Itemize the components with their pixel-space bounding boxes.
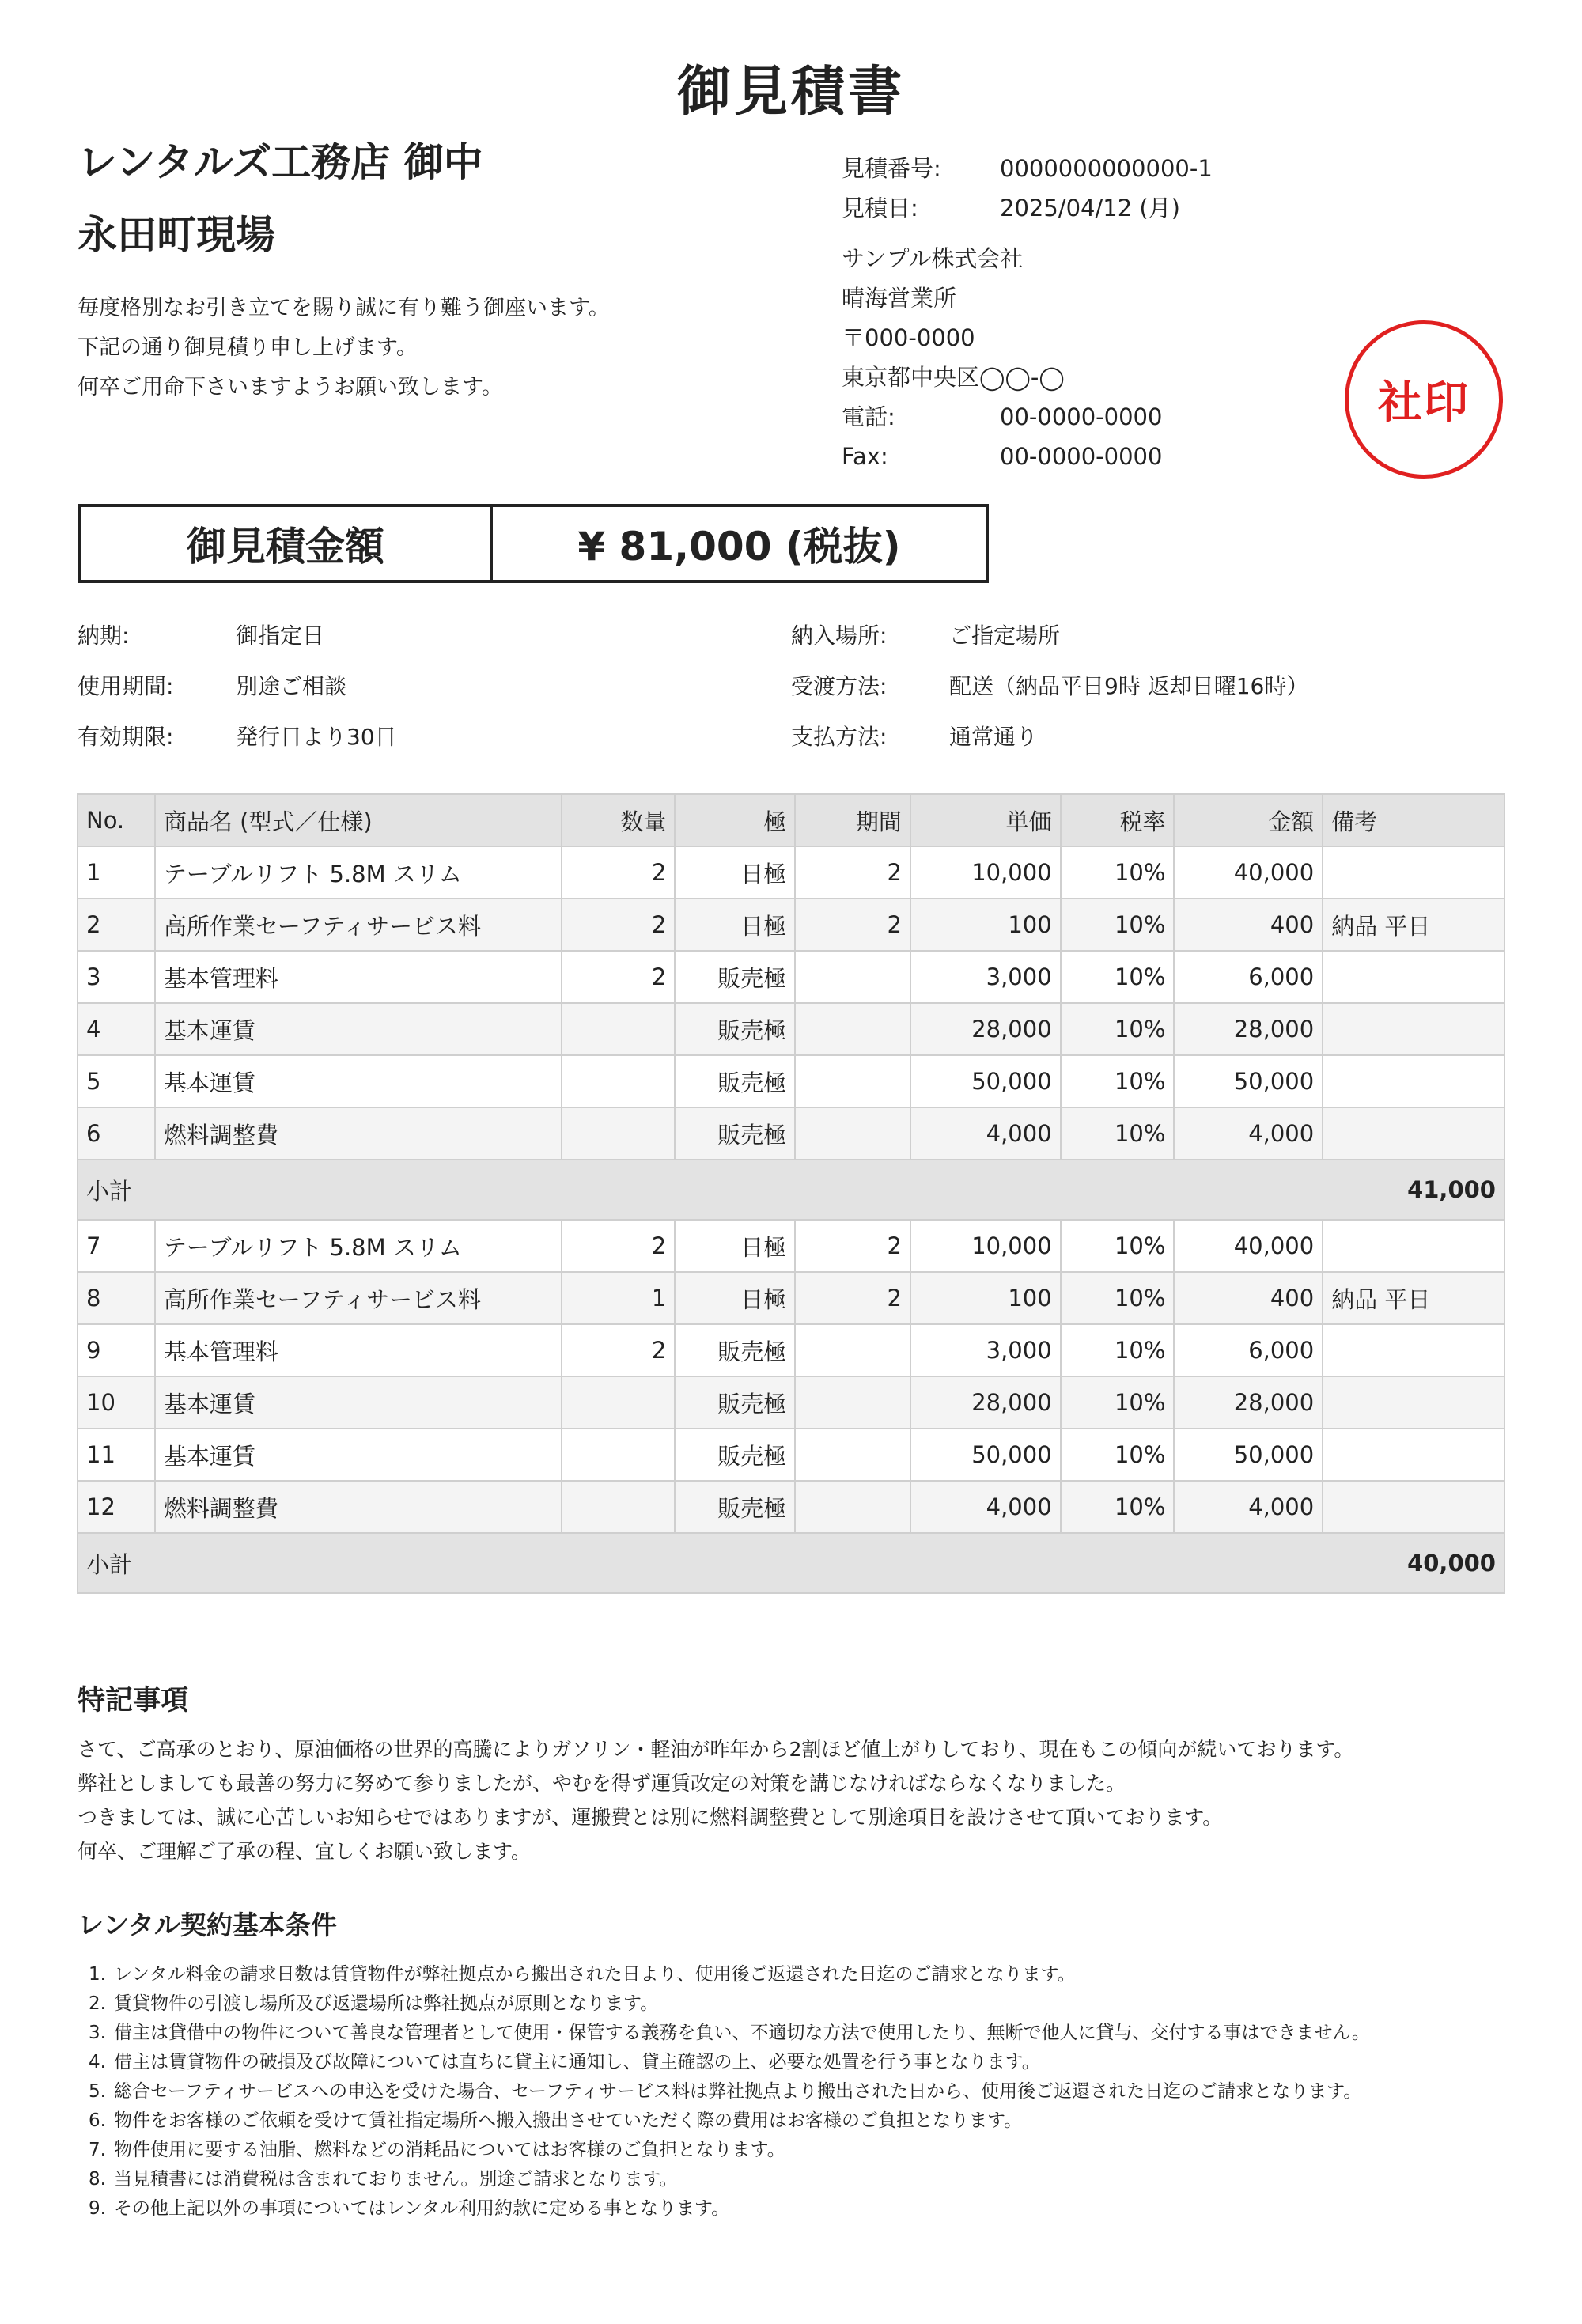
cell-tax-rate: 10% xyxy=(1061,1324,1175,1376)
cell-no: 3 xyxy=(78,951,155,1003)
estimate-amount-value: ¥ 81,000 (税抜) xyxy=(577,524,901,570)
cell-qty: 1 xyxy=(562,1272,676,1324)
cell-unit-price: 100 xyxy=(910,1272,1061,1324)
issuer-fax xyxy=(842,437,1213,476)
cell-no: 6 xyxy=(78,1107,155,1160)
condition-item xyxy=(78,2136,1501,2165)
condition-text: 借主は貸借中の物件について善良な管理者として使用・保管する義務を負い、不適切な方法で使用したり、無断で他人に貸与、交付する事はできません。 xyxy=(114,2023,1370,2043)
issuer-tel xyxy=(842,397,1213,437)
condition-text: 物件をお客様のご依頼を受けて賃社指定場所へ搬入搬出させていただく際の費用はお客様のご負担となります。 xyxy=(114,2110,1023,2131)
condition-number: 6. xyxy=(89,2110,106,2131)
issuer-address: 東京都中央区◯◯-◯ xyxy=(842,364,1065,391)
cell-tax-rate: 10% xyxy=(1061,1429,1175,1481)
term-handover-method xyxy=(791,661,1308,712)
cell-unit-price: 4,000 xyxy=(910,1481,1061,1533)
cell-unit-price: 3,000 xyxy=(910,951,1061,1003)
cell-remarks xyxy=(1323,1003,1504,1055)
condition-text: 当見積書には消費税は含まれておりません。別途ご請求となります。 xyxy=(114,2169,678,2190)
cell-unit-price: 10,000 xyxy=(910,846,1061,899)
header-qty: 数量 xyxy=(562,794,676,846)
greeting-line: 下記の通り御見積り申し上げます。 xyxy=(78,335,418,360)
cell-period xyxy=(795,1481,910,1533)
client-name: レンタルズ工務店 御中 xyxy=(78,139,483,185)
table-row xyxy=(78,899,1504,951)
table-row xyxy=(78,1055,1504,1107)
cell-amount: 40,000 xyxy=(1174,1220,1323,1272)
subtotal-row xyxy=(78,1533,1504,1593)
condition-text: 総合セーフティサービスへの申込を受けた場合、セーフティサービス料は弊社拠点より搬出された日から、使用後ご返還された日迄のご請求となります。 xyxy=(114,2081,1362,2102)
issuer-company: サンプル株式会社 xyxy=(842,245,1024,272)
estimate-number-label: 見積番号: xyxy=(842,155,941,182)
notes-line: つきましては、誠に心苦しいお知らせではありますが、運搬費とは別に燃料調整費として別途項目を設けさせて頂いております。 xyxy=(78,1806,1223,1829)
condition-number: 4. xyxy=(89,2052,106,2072)
term-value: 御指定日 xyxy=(236,623,325,649)
cell-amount: 50,000 xyxy=(1174,1055,1323,1107)
header-no: No. xyxy=(78,794,155,846)
estimate-items-table xyxy=(77,793,1505,1594)
cell-remarks xyxy=(1323,951,1504,1003)
cell-period: 2 xyxy=(795,899,910,951)
notes-line: さて、ご高承のとおり、原油価格の世界的高騰によりガソリン・軽油が昨年から2割ほど値上がりしており、現在もこの傾向が続いております。 xyxy=(78,1738,1354,1761)
cell-amount: 40,000 xyxy=(1174,846,1323,899)
condition-number: 8. xyxy=(89,2169,106,2190)
term-value: 発行日より30日 xyxy=(236,724,397,750)
term-value: 配送（納品平日9時 返却日曜16時） xyxy=(949,673,1309,699)
condition-number: 7. xyxy=(89,2140,106,2160)
cell-tax-rate: 10% xyxy=(1061,1003,1175,1055)
cell-unit-type: 日極 xyxy=(675,1220,795,1272)
company-seal: 社印 xyxy=(1345,320,1503,479)
term-label: 支払方法: xyxy=(791,724,888,750)
document-title: 御見積書 xyxy=(676,61,905,123)
cell-qty xyxy=(562,1481,676,1533)
cell-unit-type: 販売極 xyxy=(675,1324,795,1376)
table-row xyxy=(78,1324,1504,1376)
cell-tax-rate: 10% xyxy=(1061,1376,1175,1429)
cell-tax-rate: 10% xyxy=(1061,951,1175,1003)
cell-no: 2 xyxy=(78,899,155,951)
table-row xyxy=(78,1107,1504,1160)
term-value: 通常通り xyxy=(949,724,1039,750)
table-row xyxy=(78,846,1504,899)
cell-product: 基本管理料 xyxy=(155,1324,562,1376)
cell-unit-type: 日極 xyxy=(675,1272,795,1324)
greeting-line: 何卒ご用命下さいますようお願い致します。 xyxy=(78,375,503,399)
cell-amount: 28,000 xyxy=(1174,1003,1323,1055)
cell-qty xyxy=(562,1055,676,1107)
term-label: 納入場所: xyxy=(791,623,888,649)
cell-no: 10 xyxy=(78,1376,155,1429)
cell-no: 9 xyxy=(78,1324,155,1376)
conditions-list xyxy=(78,1960,1501,2224)
cell-unit-type: 販売極 xyxy=(675,1429,795,1481)
cell-unit-price: 3,000 xyxy=(910,1324,1061,1376)
header-tax-rate: 税率 xyxy=(1061,794,1175,846)
cell-no: 5 xyxy=(78,1055,155,1107)
cell-tax-rate: 10% xyxy=(1061,899,1175,951)
cell-unit-price: 50,000 xyxy=(910,1055,1061,1107)
condition-item xyxy=(78,2077,1501,2106)
greeting-text xyxy=(78,289,610,407)
condition-number: 5. xyxy=(89,2081,106,2102)
cell-no: 11 xyxy=(78,1429,155,1481)
cell-tax-rate: 10% xyxy=(1061,1055,1175,1107)
cell-qty xyxy=(562,1376,676,1429)
cell-remarks xyxy=(1323,1055,1504,1107)
cell-tax-rate: 10% xyxy=(1061,1220,1175,1272)
cell-period xyxy=(795,1107,910,1160)
subtotal-value: 40,000 xyxy=(1174,1533,1504,1593)
cell-amount: 28,000 xyxy=(1174,1376,1323,1429)
cell-period xyxy=(795,1003,910,1055)
table-row xyxy=(78,951,1504,1003)
condition-item xyxy=(78,2194,1501,2224)
cell-product: 高所作業セーフティサービス料 xyxy=(155,1272,562,1324)
subtotal-label: 小計 xyxy=(78,1160,1174,1220)
cell-no: 1 xyxy=(78,846,155,899)
cell-remarks: 納品 平日 xyxy=(1323,899,1504,951)
condition-item xyxy=(78,2019,1501,2048)
term-usage-period xyxy=(78,661,397,712)
cell-remarks: 納品 平日 xyxy=(1323,1272,1504,1324)
issuer-fax-label: Fax: xyxy=(842,443,888,470)
cell-amount: 6,000 xyxy=(1174,1324,1323,1376)
header-amount: 金額 xyxy=(1174,794,1323,846)
term-payment-method xyxy=(791,712,1308,763)
estimate-date-value: 2025/04/12 (月) xyxy=(1000,195,1180,221)
term-value: 別途ご相談 xyxy=(236,673,347,699)
table-row xyxy=(78,1003,1504,1055)
cell-unit-type: 日極 xyxy=(675,899,795,951)
cell-qty: 2 xyxy=(562,846,676,899)
cell-no: 7 xyxy=(78,1220,155,1272)
term-validity xyxy=(78,712,397,763)
cell-product: 基本運賃 xyxy=(155,1055,562,1107)
cell-amount: 50,000 xyxy=(1174,1429,1323,1481)
condition-number: 3. xyxy=(89,2023,106,2043)
cell-period xyxy=(795,951,910,1003)
cell-period xyxy=(795,1324,910,1376)
estimate-amount-box xyxy=(78,504,989,583)
cell-no: 8 xyxy=(78,1272,155,1324)
cell-no: 4 xyxy=(78,1003,155,1055)
term-value: ご指定場所 xyxy=(949,623,1061,649)
table-row xyxy=(78,1376,1504,1429)
header-period: 期間 xyxy=(795,794,910,846)
header-remarks: 備考 xyxy=(1323,794,1504,846)
cell-remarks xyxy=(1323,1324,1504,1376)
cell-qty xyxy=(562,1107,676,1160)
cell-product: テーブルリフト 5.8M スリム xyxy=(155,846,562,899)
cell-qty: 2 xyxy=(562,1324,676,1376)
cell-unit-type: 販売極 xyxy=(675,1481,795,1533)
condition-item xyxy=(78,2048,1501,2077)
site-name: 永田町現場 xyxy=(78,212,275,258)
cell-amount: 400 xyxy=(1174,1272,1323,1324)
cell-period: 2 xyxy=(795,1272,910,1324)
condition-item xyxy=(78,2106,1501,2136)
cell-product: テーブルリフト 5.8M スリム xyxy=(155,1220,562,1272)
cell-unit-type: 販売極 xyxy=(675,951,795,1003)
term-label: 有効期限: xyxy=(78,724,174,750)
table-row xyxy=(78,1429,1504,1481)
condition-text: レンタル料金の請求日数は賃貸物件が弊社拠点から搬出された日より、使用後ご返還された日迄のご請求となります。 xyxy=(114,1964,1076,1985)
issuer-tel-label: 電話: xyxy=(842,403,895,430)
cell-unit-price: 50,000 xyxy=(910,1429,1061,1481)
term-label: 納期: xyxy=(78,623,130,649)
table-row xyxy=(78,1481,1504,1533)
cell-tax-rate: 10% xyxy=(1061,1272,1175,1324)
cell-tax-rate: 10% xyxy=(1061,846,1175,899)
notes-line: 弊社としましても最善の努力に努めて参りましたが、やむを得ず運賃改定の対策を講じなければならなくなりました。 xyxy=(78,1772,1126,1795)
cell-product: 燃料調整費 xyxy=(155,1481,562,1533)
condition-number: 9. xyxy=(89,2198,106,2219)
subtotal-value: 41,000 xyxy=(1174,1160,1504,1220)
cell-qty xyxy=(562,1003,676,1055)
cell-unit-price: 10,000 xyxy=(910,1220,1061,1272)
cell-period xyxy=(795,1429,910,1481)
condition-text: 賃貸物件の引渡し場所及び返還場所は弊社拠点が原則となります。 xyxy=(114,1993,659,2014)
cell-product: 基本管理料 xyxy=(155,951,562,1003)
cell-no: 12 xyxy=(78,1481,155,1533)
cell-product: 基本運賃 xyxy=(155,1003,562,1055)
cell-unit-type: 販売極 xyxy=(675,1376,795,1429)
terms-right xyxy=(791,611,1308,763)
cell-remarks xyxy=(1323,1376,1504,1429)
cell-unit-type: 日極 xyxy=(675,846,795,899)
cell-amount: 400 xyxy=(1174,899,1323,951)
condition-number: 1. xyxy=(89,1964,106,1985)
notes-line: 何卒、ご理解ご了承の程、宜しくお願い致します。 xyxy=(78,1840,532,1863)
estimate-amount-label: 御見積金額 xyxy=(81,507,493,580)
cell-period xyxy=(795,1055,910,1107)
cell-unit-type: 販売極 xyxy=(675,1107,795,1160)
cell-tax-rate: 10% xyxy=(1061,1481,1175,1533)
header-unit-price: 単価 xyxy=(910,794,1061,846)
cell-period: 2 xyxy=(795,846,910,899)
cell-tax-rate: 10% xyxy=(1061,1107,1175,1160)
cell-unit-price: 100 xyxy=(910,899,1061,951)
estimate-number xyxy=(842,149,1213,188)
cell-amount: 6,000 xyxy=(1174,951,1323,1003)
cell-unit-price: 28,000 xyxy=(910,1003,1061,1055)
header-unit-type: 極 xyxy=(675,794,795,846)
issuer-branch: 晴海営業所 xyxy=(842,285,957,312)
cell-product: 基本運賃 xyxy=(155,1429,562,1481)
notes-title: 特記事項 xyxy=(78,1685,189,1717)
table-row xyxy=(78,1272,1504,1324)
term-label: 受渡方法: xyxy=(791,673,888,699)
cell-unit-type: 販売極 xyxy=(675,1055,795,1107)
cell-remarks xyxy=(1323,1107,1504,1160)
cell-product: 燃料調整費 xyxy=(155,1107,562,1160)
cell-qty: 2 xyxy=(562,1220,676,1272)
terms-left xyxy=(78,611,397,763)
condition-text: 借主は賃貸物件の破損及び故障については直ちに貸主に通知し、貸主確認の上、必要な処置を行う事となります。 xyxy=(114,2052,1040,2072)
cell-qty: 2 xyxy=(562,951,676,1003)
condition-number: 2. xyxy=(89,1993,106,2014)
condition-item xyxy=(78,1989,1501,2019)
table-body xyxy=(78,846,1504,1593)
condition-text: 物件使用に要する油脂、燃料などの消耗品についてはお客様のご負担となります。 xyxy=(114,2140,785,2160)
cell-period xyxy=(795,1376,910,1429)
cell-qty: 2 xyxy=(562,899,676,951)
condition-item xyxy=(78,1960,1501,1989)
cell-remarks xyxy=(1323,1481,1504,1533)
issuer-postal: 〒000-0000 xyxy=(842,324,975,351)
issuer-tel-value: 00-0000-0000 xyxy=(1000,403,1163,430)
cell-period: 2 xyxy=(795,1220,910,1272)
cell-remarks xyxy=(1323,846,1504,899)
cell-amount: 4,000 xyxy=(1174,1481,1323,1533)
condition-item xyxy=(78,2165,1501,2194)
cell-unit-price: 28,000 xyxy=(910,1376,1061,1429)
subtotal-label: 小計 xyxy=(78,1533,1174,1593)
header-product: 商品名 (型式／仕様) xyxy=(155,794,562,846)
cell-product: 基本運賃 xyxy=(155,1376,562,1429)
term-label: 使用期間: xyxy=(78,673,174,699)
estimate-date-label: 見積日: xyxy=(842,195,918,221)
term-delivery-place xyxy=(791,611,1308,661)
issuer-fax-value: 00-0000-0000 xyxy=(1000,443,1163,470)
term-delivery-date xyxy=(78,611,397,661)
estimate-date xyxy=(842,188,1213,228)
cell-unit-type: 販売極 xyxy=(675,1003,795,1055)
cell-product: 高所作業セーフティサービス料 xyxy=(155,899,562,951)
notes-text xyxy=(78,1732,1525,1868)
issuer-block xyxy=(842,149,1213,476)
estimate-number-value: 0000000000000-1 xyxy=(1000,155,1213,182)
cell-amount: 4,000 xyxy=(1174,1107,1323,1160)
table-row xyxy=(78,1220,1504,1272)
cell-qty xyxy=(562,1429,676,1481)
greeting-line: 毎度格別なお引き立てを賜り誠に有り難う御座います。 xyxy=(78,296,610,320)
cell-remarks xyxy=(1323,1220,1504,1272)
condition-text: その他上記以外の事項についてはレンタル利用約款に定める事となります。 xyxy=(114,2198,730,2219)
subtotal-row xyxy=(78,1160,1504,1220)
cell-remarks xyxy=(1323,1429,1504,1481)
conditions-title: レンタル契約基本条件 xyxy=(78,1910,337,1940)
table-header-row xyxy=(78,794,1504,846)
cell-unit-price: 4,000 xyxy=(910,1107,1061,1160)
